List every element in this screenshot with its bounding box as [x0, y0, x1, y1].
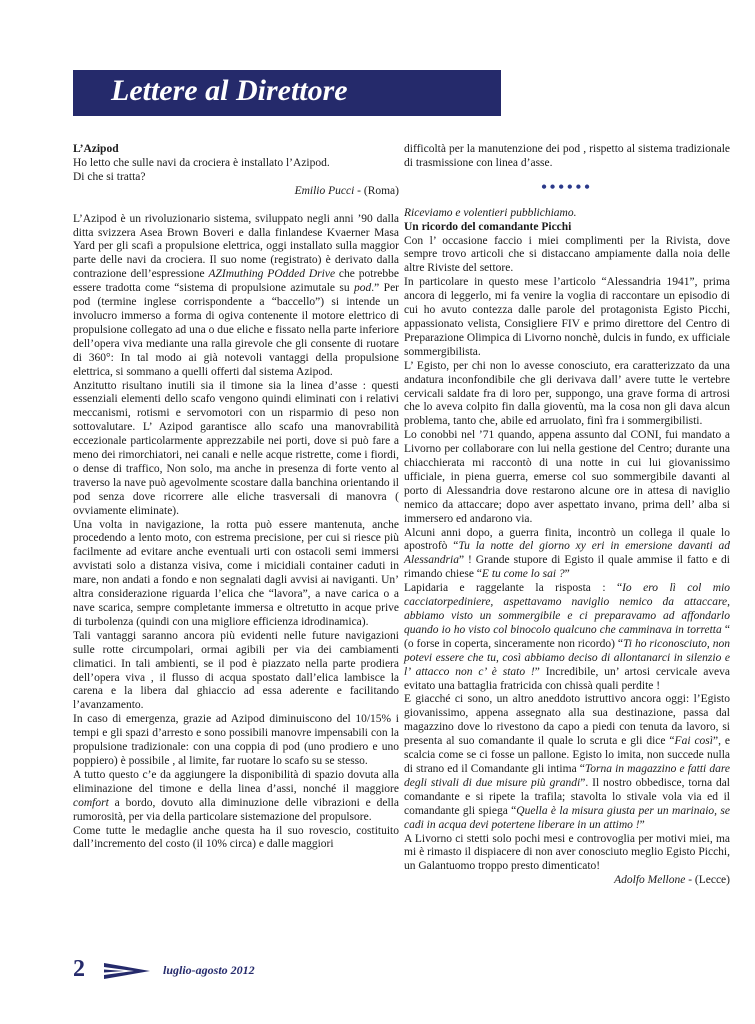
answer-paragraph: Come tutte le medaglie anche questa ha il suo rovescio, costituito dall’incremento del costo (il 10% circa) e dalle maggiori — [73, 824, 399, 851]
section-banner — [73, 70, 501, 116]
text-run: Tu la notte del giorno xy eri in emersione davanti ad Alessandria — [404, 540, 730, 567]
pennant-flag-icon — [104, 960, 150, 982]
separator-dots: •••••• — [541, 178, 593, 196]
letter-paragraph — [404, 693, 730, 832]
text-run: Io ero lì col mio cacciatorpediniere, aspettavamo naviglio nemico da attaccare, abbiamo visto un sommergibile e ci preparavamo ad affondarlo quando io ho visto col binocolo qualcuno che camminava in torretta — [404, 582, 731, 636]
answer-paragraph: difficoltà per la manutenzione dei pod , rispetto al sistema tradizionale di trasmissione con linea d’asse. — [404, 143, 730, 169]
answer-paragraph — [73, 213, 399, 380]
text-run: AZImuthing POdded Drive — [208, 268, 336, 281]
letter-signature — [73, 185, 399, 199]
text-run: ” ! Grande stupore di Egisto il quale ammise il fatto e di rimando chiese “ — [404, 554, 730, 581]
letter-title: L’Azipod — [73, 143, 119, 155]
text-run: a bordo, dovuto alla diminuzione delle vibrazioni e della rumorosità, per via della particolare sistemazione del propulsore. — [73, 796, 399, 823]
letter-paragraph: Lo conobbi nel ’71 quando, appena assunto dal CONI, fui mandato a Livorno per collaborare con lui nella gestione del Centro; durante una chiacchierata mi raccontò di una notte in cui lui giovanissimo ufficiale, in piena guerra, emerse col suo sommergibile davanti al porto di Alessandria dove restarono alcune ore in attesa di naviglio nemico da attaccare; dopo aver aspettato invano, prima dell’ alba si immersero ed andarono via. — [404, 429, 730, 525]
answer-paragraph: Tali vantaggi saranno ancora più evidenti nelle future navigazioni sulle rotte circumpolari, ormai agibili per via dei cambiamenti climatici. In tali ambienti, se il pod è piazzato nella parte prodiera dell’opera viva , il flusso di acqua spostato dall’elica lambisce la carena e la libera dal ghiaccio ad essa aderente e facilitando l’avanzamento. — [73, 629, 399, 712]
answer-paragraph: Anzitutto risultano inutili sia il timone sia la linea d’asse : questi essenziali elementi dello scafo vengono quindi eliminati con i relativi meccanismi, rotismi e servomotori con un risparmio di peso non sottovalutare. L’ Azipod garantisce allo scafo una manovrabilità eccezionale particolarmente apprezzabile nei porti, dove si può fare a meno dei rimorchiatori, nei canali e nelle acque ristrette, come i fiordi, o dense di traffico, Non solo, ma anche in presenza di forte vento al traverso la nave può agevolmente scostare dalla banchina orientando il pod senza dove ricorrere alle eliche trasversali di manovra ( ovviamente eliminate). — [73, 379, 399, 517]
letter-title: Un ricordo del comandante Picchi — [404, 220, 572, 233]
text-run: ”. Il nostro obbedisce, torna dal comandante e si ripete la trafila; stavolta lo stivale vola via ed il comandante gli spiega “ — [404, 776, 730, 817]
letter-paragraph: Con l’ occasione faccio i miei complimenti per la Rivista, dove sempre trovo articoli che si distaccano ampiamente dalla noia delle altre Riviste del settore. — [404, 234, 730, 275]
text-run: A tutto questo c’e da aggiungere la disponibilità di spazio dovuta alla eliminazione del timone e della linea d’assi, nonché il maggiore — [73, 768, 399, 795]
section-title: Lettere al Direttore — [111, 74, 348, 107]
text-run: ” — [639, 818, 645, 831]
text-run: che potrebbe essere tradotta come “sistema di propulsione azimutale su — [73, 268, 399, 295]
text-run: “ (o forse in coperta, sinceramente non ricordo) “ — [404, 623, 731, 650]
letter-intro: Riceviamo e volentieri pubblichiamo. — [404, 206, 577, 219]
answer-paragraph: In caso di emergenza, grazie ad Azipod diminuiscono del 10/15% i tempi e gli spazi d’arresto e sono possibili manovre impensabili con la propulsione tradizionale: con una coppia di pod (uno prodiero e uno poppiero) è possibile , al limite, far ruotare lo scafo su se stesso. — [73, 713, 399, 767]
text-run: L’Azipod è un rivoluzionario sistema, sviluppato negli anni ’90 dalla ditta svizzera Asea Brown Boveri e dalla finlandese Kvaerner Masa Yard per gli scafi a propulsione elettrica, oggi installato sulla maggior parte delle navi da crociera. Il suo nome (registrato) è derivato dalla contrazione dell’espressione — [73, 212, 399, 281]
signature-place: - (Lecce) — [685, 874, 730, 887]
letter-signature — [404, 874, 730, 888]
letter-paragraph — [404, 527, 730, 583]
text-run: comfort — [73, 796, 109, 809]
text-run: E tu come lo sai ? — [481, 568, 565, 581]
signature-place: - (Roma) — [354, 184, 399, 197]
text-run: Fai così — [674, 735, 713, 748]
issue-date: luglio-agosto 2012 — [163, 963, 255, 977]
text-run: ” — [564, 568, 570, 581]
text-run: Alcuni anni dopo, a guerra finita, incontrò un collega il quale lo apostrofò “ — [404, 526, 730, 553]
text-run: .” Per pod (termine inglese corrispondente a “baccello”) si intende un involucro immerso a forma di ogiva contenente il motore elettrico di propulsione collegato ad una o due eliche e fissato nella parte inferiore dell’opera viva mediante una ralla girevole che gli consente di ruotare di 360°: In tal modo ai già notevoli vantaggi della propulsione elettrica, si sommano a quelli offerti dal sistema Azipod. — [73, 282, 399, 378]
signature-name: Adolfo Mellone — [614, 874, 686, 887]
answer-paragraph: Una volta in navigazione, la rotta può essere mantenuta, anche procedendo a lento moto, con estrema precisione, per cui si riesce più facilmente ad evitare anche eventuali urti con ostacoli semi immersi avvistati solo a distanza visiva, come i micidiali container caduti in mare, non andati a fondo e non segnalati dagli avvisi ai naviganti. Un’ altra considerazione riguarda l’elica che “lavora”, a nave carica o a nave scarica, sempre completante immersa e oltretutto in acque prive di turbolenza (quindi con una migliore efficienza idrodinamica). — [73, 518, 399, 628]
text-run: ”, e scalcia come se ci fosse un pallone. Egisto lo imita, non succede nulla di strano ed il Comandante gli intima “ — [404, 735, 730, 775]
signature-name: Emilio Pucci — [294, 184, 355, 197]
answer-paragraph — [73, 769, 399, 825]
text-run: Ti ho riconosciuto, non potevi essere che tu, così abbiamo deciso di allontanarci in silenzio e l’ attacco non c’ è stato ! — [404, 637, 730, 678]
text-run: pod — [354, 282, 372, 295]
right-column — [404, 143, 730, 902]
text-run: ” Incredibile, un’ artosi cervicale aveva evitato una battaglia fratricida con chissà quali perdite ! — [404, 665, 731, 692]
letter-question: Ho letto che sulle navi da crociera è installato l’Azipod. — [73, 156, 330, 169]
text-run: Torna in magazzino e fatti dare degli stivali di due misure più grandi — [404, 762, 731, 789]
letter-paragraph — [404, 582, 730, 693]
text-run: Quella è la misura giusta per un marinaio, se cadi in acqua devi potertene liberare in un attimo ! — [404, 804, 730, 831]
letter-paragraph: A Livorno ci stetti solo pochi mesi e controvoglia per motivi miei, ma mi è rimasto il dispiacere di non aver conosciuto meglio Egisto Picchi, un Galantuomo troppo presto dimenticato! — [404, 832, 730, 873]
text-run: E giacché ci sono, un altro aneddoto istruttivo ancora oggi: l’Egisto giovanissimo, appena assegnato alla sua destinazione, passa dal magazzino dove lo rivestono da capo a piedi con tenuta da lavoro, si presenta al suo comandante il quale lo scruta e gli dice “ — [404, 693, 730, 748]
page-number: 2 — [73, 956, 85, 982]
letter-question: Di che si tratta? — [73, 170, 146, 183]
left-column — [73, 143, 399, 852]
letter-paragraph: L’ Egisto, per chi non lo avesse conosciuto, era caratterizzato da una andatura inconfondibile che gli derivava dall’ avere tutte le vertebre cervicali saldate fra di loro per, suppongo, una grave forma di artrosi che lo aveva colpito fin dalla gioventù, ma la cosa non gli dava alcun problema, tanto che, abile ed arruolato, finì fra i sommergibilisti. — [404, 359, 730, 428]
letter-paragraph: In particolare in questo mese l’articolo “Alessandria 1941”, prima ancora di leggerlo, mi fa venire la voglia di raccontare un episodio di cui ho avuto contezza dalle parole del protagonista Egisto Picchi, appassionato velista, Consigliere FIV e primo direttore del Centro di Preparazione Olimpica di Livorno nonchè, dulcis in fundo, ex ufficiale sommergibilista. — [404, 276, 730, 358]
text-run: Lapidaria e raggelante la risposta : “ — [404, 582, 623, 595]
